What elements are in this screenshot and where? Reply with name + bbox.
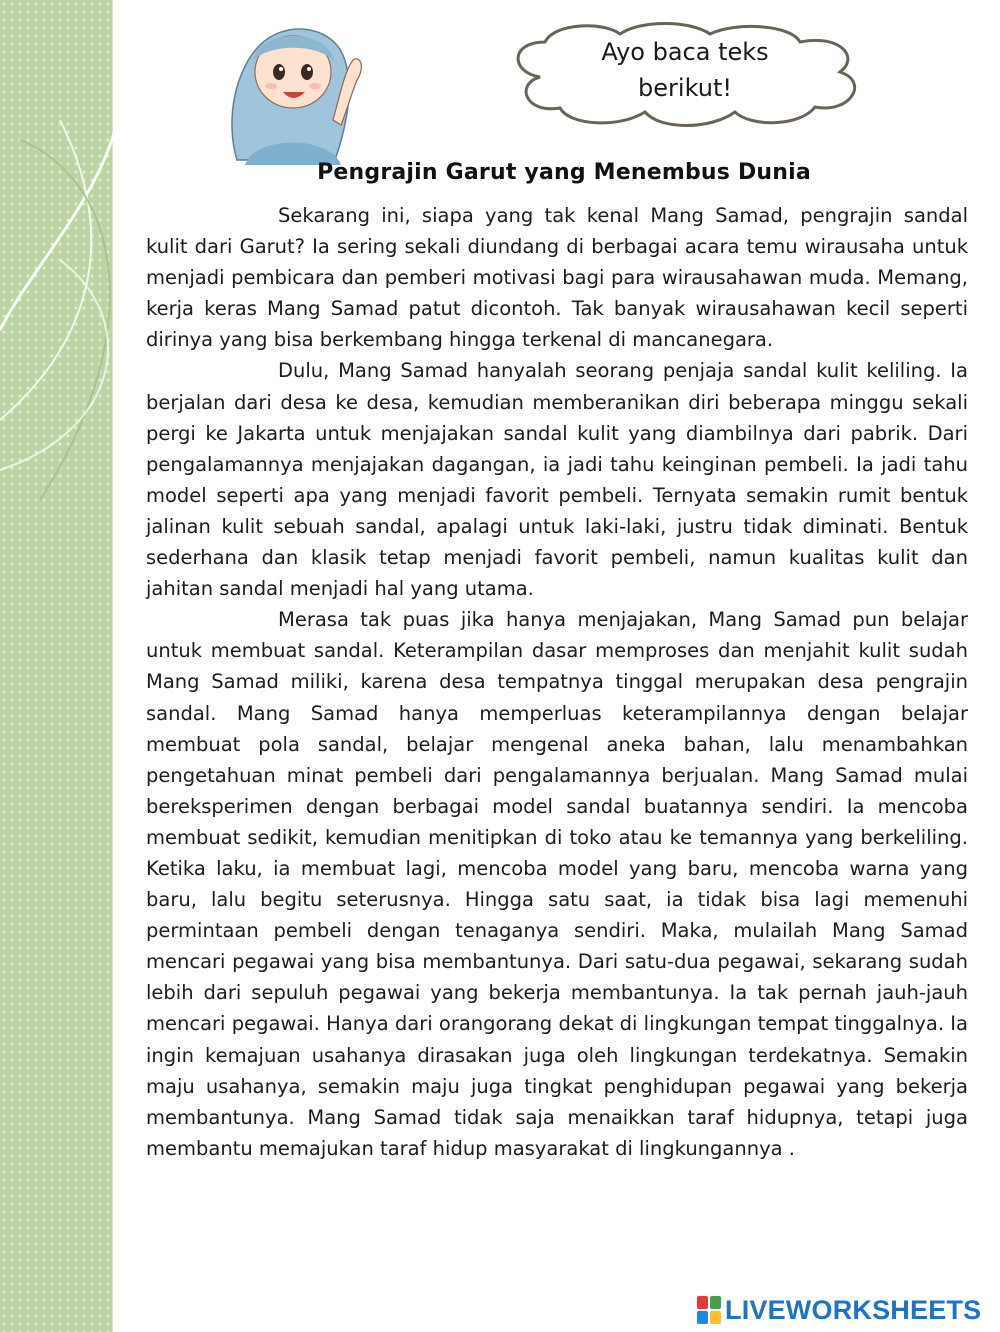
paragraph-1: Sekarang ini, siapa yang tak kenal Mang Samad, pengrajin sandal kulit dari Garut? Ia sering sekali diundang di berbagai acara temu wirausaha untuk menjadi pembicara dan pemberi motivasi bagi para wirausahawan muda. Memang, kerja keras Mang Samad patut dicontoh. Tak banyak wirausahawan kecil seperti dirinya yang bisa berkembang hingga terkenal di mancanegara.: [146, 204, 968, 352]
article-title: Pengrajin Garut yang Menembus Dunia: [317, 160, 811, 185]
liveworksheets-brand[interactable]: [697, 1292, 981, 1328]
liveworksheets-logo-icon: [697, 1296, 721, 1324]
paragraph-2: Dulu, Mang Samad hanyalah seorang penjaja sandal kulit keliling. Ia berjalan dari desa ke desa, kemudian memberanikan diri beberapa minggu sekali pergi ke Jakarta untuk menjajakan sandal kulit yang diambilnya dari pabrik. Dari pengalamannya menjajakan dagangan, ia jadi tahu keinginan pembeli. Ia jadi tahu model seperti apa yang menjadi favorit pembeli. Ternyata semakin rumit bentuk jalinan kulit sebuah sandal, apalagi untuk laki-laki, justru tidak diminati. Bentuk sederhana dan klasik tetap menjadi favorit pembeli, namun kualitas kulit dan jahitan sandal menjadi hal yang utama.: [146, 359, 968, 601]
speech-bubble-line-1: Ayo baca teks: [601, 38, 769, 66]
article-body: [146, 200, 968, 1164]
hijab-girl-illustration: [215, 0, 375, 165]
paragraph-3: Merasa tak puas jika hanya menjajakan, Mang Samad pun belajar untuk membuat sandal. Keterampilan dasar memproses dan menjahit kulit sudah Mang Samad miliki, karena desa tempatnya tinggal merupakan desa pengrajin sandal. Mang Samad hanya memperluas keterampilannya dengan belajar membuat pola sandal, belajar mengenal aneka bahan, lalu menambahkan pengetahuan minat pembeli dari pengalamannya berjualan. Mang Samad mulai bereksperimen dengan berbagai model sandal buatannya sendiri. Ia mencoba membuat sedikit, kemudian menitipkan di toko atau ke temannya yang berkeliling. Ketika laku, ia membuat lagi, mencoba model yang baru, mencoba warna yang baru, lalu begitu seterusnya. Hingga satu saat, ia tidak bisa lagi memenuhi permintaan pembeli dengan tenaganya sendiri. Maka, mulailah Mang Samad mencari pegawai yang bisa membantunya. Dari satu-dua pegawai, sekarang sudah lebih dari sepuluh pegawai yang bekerja membantunya. Ia tak pernah jauh-jauh mencari pegawai. Hanya dari orangorang dekat di lingkungan tempat tinggalnya. Ia ingin kemajuan usahanya dirasakan juga oleh lingkungan terdekatnya. Semakin maju usahanya, semakin maju juga tingkat penghidupan pegawai yang bekerja membantunya. Mang Samad tidak saja menaikkan taraf hidupnya, tetapi juga membantu memajukan taraf hidup masyarakat di lingkungannya .: [146, 608, 968, 1160]
brand-name: LIVEWORKSHEETS: [725, 1294, 982, 1325]
speech-bubble-text: [560, 34, 810, 106]
speech-bubble-line-2: berikut!: [638, 74, 732, 102]
